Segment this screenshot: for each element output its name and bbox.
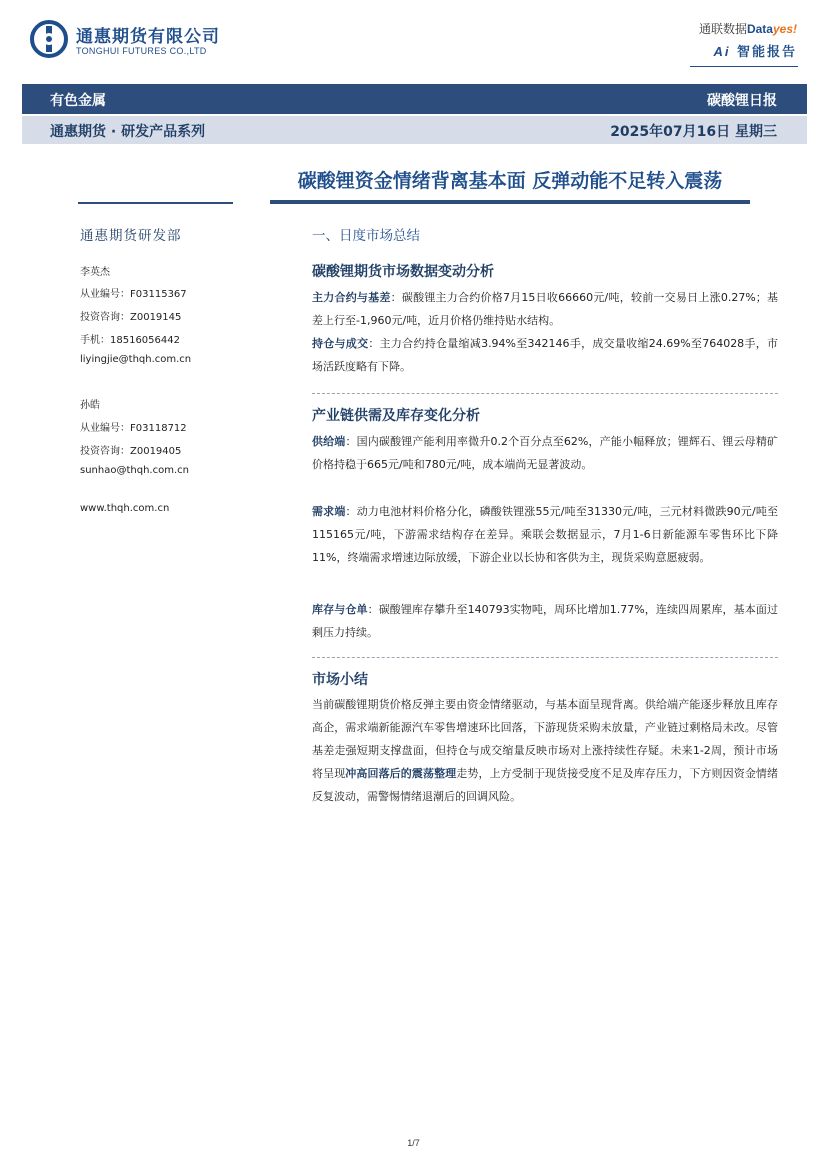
series-label: 通惠期货 · 研发产品系列 xyxy=(50,124,206,140)
section-heading: 一、日度市场总结 xyxy=(312,228,420,244)
paragraph-open-interest xyxy=(312,332,778,378)
paragraph-text: ：动力电池材料价格分化，磷酸铁锂涨55元/吨至31330元/吨，三元材料微跌90元/吨至115165元/吨，下游需求结构存在差异。乘联会数据显示，7月1-6日新能源车零售环比下降11%，终端需求增速边际放缓，下游企业以长协和客供为主，现货采购意愿疲弱。 xyxy=(312,505,779,564)
paragraph-demand xyxy=(312,500,778,569)
sector-band xyxy=(22,84,807,114)
report-date: 2025年07月16日 星期三 xyxy=(610,124,777,140)
company-logo-icon xyxy=(30,20,68,58)
subsection-heading: 产业链供需及库存变化分析 xyxy=(312,408,480,424)
sidebar-rule xyxy=(78,202,233,204)
paragraph-text: ：主力合约持仓量缩减3.94%至342146手，成交量收缩24.69%至764028手，市场活跃度略有下降。 xyxy=(312,337,778,373)
paragraph-emphasis: 冲高回落后的震荡整理 xyxy=(345,767,457,780)
section-divider xyxy=(312,393,778,394)
paragraph-supply xyxy=(312,430,778,476)
page-number: 1/7 xyxy=(407,1138,420,1148)
series-band xyxy=(22,116,807,144)
partner-brand: Data xyxy=(746,22,773,36)
analyst-license: 从业编号：F03115367 xyxy=(80,289,187,300)
sector-label: 有色金属 xyxy=(50,93,106,109)
paragraph-text: ：碳酸锂主力合约价格7月15日收66660元/吨，较前一交易日上涨0.27%；基差上行至-1,960元/吨，近月价格仍维持贴水结构。 xyxy=(312,291,778,327)
paragraph-text: ：碳酸锂库存攀升至140793实物吨，周环比增加1.77%，连续四周累库，基本面过剩压力持续。 xyxy=(312,603,779,639)
subsection-heading: 碳酸锂期货市场数据变动分析 xyxy=(312,264,494,280)
partner-logo xyxy=(699,20,797,37)
paragraph-label: 供给端 xyxy=(312,435,346,448)
paragraph-inventory xyxy=(312,598,778,644)
paragraph-label: 需求端 xyxy=(312,505,346,518)
partner-suffix: yes! xyxy=(772,22,797,36)
report-type-label: 碳酸锂日报 xyxy=(707,93,777,109)
paragraph-text: 走势，上方受制于现货接受度不足及库存压力，下方则因资金情绪反复波动，需警惕情绪退潮后的回调风险。 xyxy=(312,767,779,803)
paragraph-label: 主力合约与基差 xyxy=(312,291,391,304)
analyst-consult: 投资咨询：Z0019145 xyxy=(80,312,182,323)
ai-badge: Ai xyxy=(713,44,731,59)
analyst-email-link[interactable]: sunhao@thqh.com.cn xyxy=(80,465,189,476)
company-name-cn: 通惠期货有限公司 xyxy=(76,27,220,47)
paragraph-summary xyxy=(312,693,778,808)
analyst-consult: 投资咨询：Z0019405 xyxy=(80,446,182,457)
analyst-license: 从业编号：F03118712 xyxy=(80,423,187,434)
partner-prefix: 通联数据 xyxy=(698,22,747,36)
website-link[interactable]: www.thqh.com.cn xyxy=(80,503,170,514)
ai-report-label: 智能报告 xyxy=(736,45,797,60)
paragraph-main-contract xyxy=(312,286,778,332)
report-title: 碳酸锂资金情绪背离基本面 反弹动能不足转入震荡 xyxy=(297,170,723,192)
section-divider xyxy=(312,657,778,658)
analyst-phone: 手机：18516056442 xyxy=(80,335,180,346)
header-divider xyxy=(690,66,798,67)
company-name-en: TONGHUI FUTURES CO.,LTD xyxy=(76,46,207,56)
analyst-name: 孙皓 xyxy=(80,400,100,411)
partner-ai-report xyxy=(713,41,797,60)
research-dept: 通惠期货研发部 xyxy=(80,228,182,244)
subsection-heading: 市场小结 xyxy=(312,672,368,688)
paragraph-label: 持仓与成交 xyxy=(312,337,369,350)
analyst-name: 李英杰 xyxy=(80,267,110,278)
analyst-email-link[interactable]: liyingjie@thqh.com.cn xyxy=(80,354,192,365)
title-underline xyxy=(270,200,750,204)
paragraph-text: ：国内碳酸锂产能利用率微升0.2个百分点至62%，产能小幅释放；锂辉石、锂云母精矿价格持稳于665元/吨和780元/吨，成本端尚无显著波动。 xyxy=(312,435,778,471)
paragraph-label: 库存与仓单 xyxy=(312,603,368,616)
paragraph-text: 当前碳酸锂期货价格反弹主要由资金情绪驱动，与基本面呈现背离。供给端产能逐步释放且库存高企，需求端新能源汽车零售增速环比回落，下游现货采购未放量，产业链过剩格局未改。尽管基差走强短期支撑盘面，但持仓与成交缩量反映市场对上涨持续性存疑。未来1-2周，预计市场将呈现 xyxy=(312,698,778,780)
